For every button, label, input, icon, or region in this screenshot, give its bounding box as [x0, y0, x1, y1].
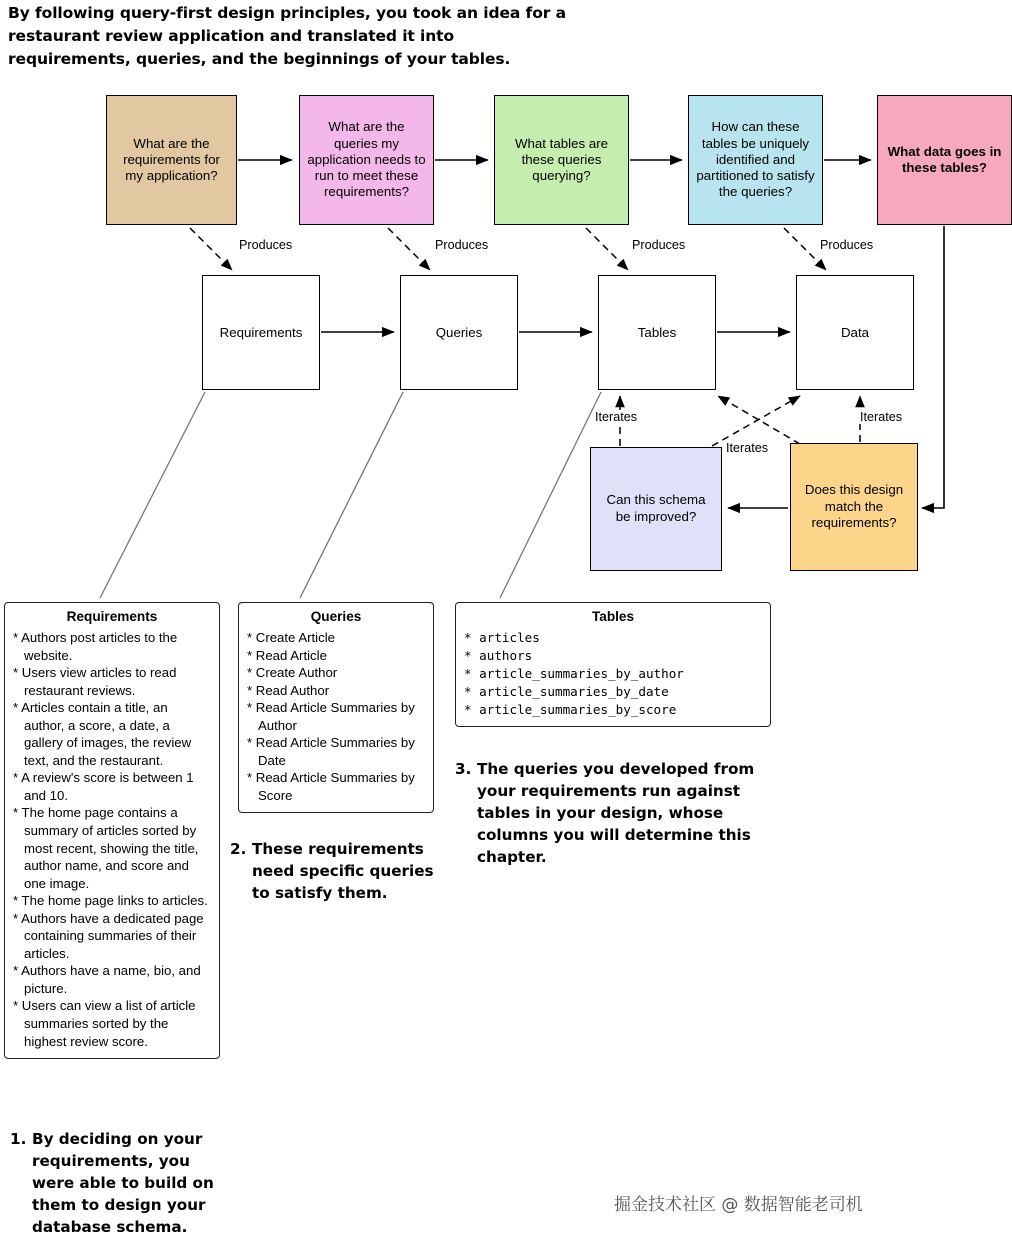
- list-item: * Authors have a name, bio, and picture.: [13, 963, 201, 996]
- panel-queries-list: [247, 629, 425, 804]
- edge-label-iterates-1: Iterates: [595, 410, 637, 424]
- panel-requirements: [4, 602, 220, 1059]
- intro-paragraph: By following query-first design principles, you took an idea for a restaurant review application and translated it into requirements, queries, and the beginnings of your tables.: [8, 4, 566, 68]
- stage-box-queries: Queries: [400, 275, 518, 390]
- caption-2-number: 2.: [230, 840, 247, 858]
- list-item: * Authors have a dedicated page containing summaries of their articles.: [13, 910, 204, 961]
- caption-3-text: The queries you developed from your requirements run against tables in your design, whose columns you will determine this chapter.: [477, 760, 755, 867]
- list-item: * The home page links to articles.: [13, 893, 208, 909]
- list-item: * articles: [464, 630, 540, 645]
- edge-label-produces-1: Produces: [239, 238, 293, 252]
- edge-label-produces-3: Produces: [632, 238, 686, 252]
- feedback-box-design-match: Does this design match the requirements?: [790, 443, 918, 571]
- edge-label-iterates-2: Iterates: [860, 410, 902, 424]
- list-item: * The home page contains a summary of articles sorted by most recent, showing the title, author name, and score and one image.: [13, 805, 199, 891]
- panel-requirements-list: [13, 629, 211, 1050]
- list-item: * Users view articles to read restaurant reviews.: [13, 665, 177, 698]
- question-box-requirements: What are the requirements for my application?: [106, 95, 237, 225]
- edge-label-produces-4: Produces: [820, 238, 874, 252]
- caption-3: [455, 758, 755, 868]
- caption-1-number: 1.: [10, 1130, 27, 1148]
- feedback-box-schema-improvement: Can this schema be improved?: [590, 447, 722, 571]
- list-item: * Read Article: [247, 647, 327, 663]
- stage-box-data: Data: [796, 275, 914, 390]
- list-item: * Read Article Summaries by Score: [247, 770, 415, 803]
- list-item: * Create Article: [247, 630, 335, 645]
- panel-queries-title: Queries: [310, 609, 362, 624]
- list-item: * article_summaries_by_date: [464, 683, 669, 699]
- edge-label-produces-2: Produces: [435, 238, 489, 252]
- list-item: * Articles contain a title, an author, a score, a date, a gallery of images, the review text, and the restaurant.: [13, 700, 192, 768]
- list-item: * Read Author: [247, 682, 330, 698]
- panel-tables-list: [464, 629, 762, 718]
- caption-2-text: These requirements need specific queries to satisfy them.: [252, 840, 434, 903]
- panel-queries: [238, 602, 434, 813]
- list-item: * Create Author: [247, 665, 338, 681]
- list-item: * article_summaries_by_score: [464, 701, 677, 717]
- list-item: * A review's score is between 1 and 10.: [13, 770, 194, 803]
- list-item: * Authors post articles to the website.: [13, 630, 178, 663]
- edge-label-iterates-3: Iterates: [726, 441, 768, 455]
- panel-tables: [455, 602, 771, 727]
- panel-requirements-title: Requirements: [66, 609, 158, 624]
- stage-box-requirements: Requirements: [202, 275, 320, 390]
- stage-box-tables: Tables: [598, 275, 716, 390]
- caption-1: [10, 1128, 225, 1238]
- list-item: * Read Article Summaries by Date: [247, 735, 415, 768]
- list-item: * Users can view a list of article summaries sorted by the highest review score.: [13, 998, 196, 1049]
- question-box-tables: What tables are these queries querying?: [494, 95, 629, 225]
- watermark: 掘金技术社区 @ 数据智能老司机: [614, 1195, 863, 1215]
- panel-tables-title: Tables: [591, 609, 635, 624]
- caption-3-number: 3.: [455, 760, 472, 778]
- question-box-queries: What are the queries my application needs to run to meet these requirements?: [299, 95, 434, 225]
- list-item: * authors: [464, 647, 533, 663]
- question-box-partitioning: How can these tables be uniquely identified and partitioned to satisfy the queries?: [688, 95, 823, 225]
- list-item: * article_summaries_by_author: [464, 665, 684, 681]
- list-item: * Read Article Summaries by Author: [247, 700, 415, 733]
- caption-1-text: By deciding on your requirements, you were able to build on them to design your database schema.: [32, 1130, 214, 1237]
- question-box-data: What data goes in these tables?: [877, 95, 1012, 225]
- caption-2: [230, 838, 450, 904]
